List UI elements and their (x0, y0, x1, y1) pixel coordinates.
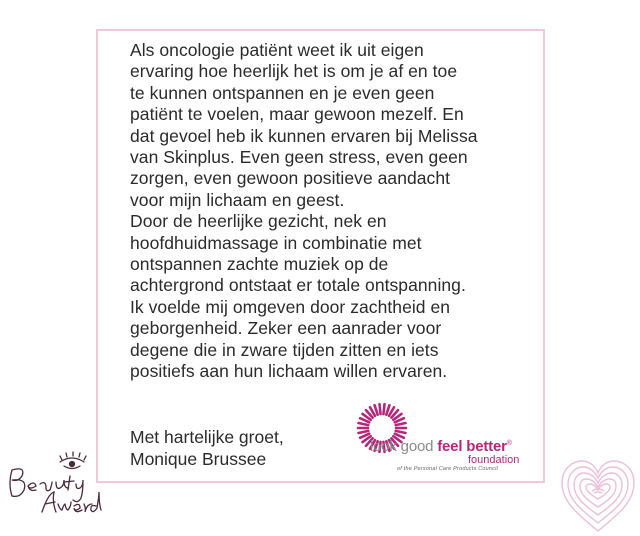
ring-bar (396, 423, 406, 425)
logo-subtitle: of the Personal Care Products Council (397, 466, 498, 472)
testimonial-text: Als oncologie patiënt weet ik uit eigen ervaring hoe heerlijk het is om je af en toe te kunnen ontspannen en je even geen patiënt te voelen, maar gewoon mezelf. En dat gevoel heb ik kunnen ervaren bij Melissa van Skinplus. Even geen stress, even geen zorgen, even gewoon positieve aandacht voor mijn lichaam en geest. Door de heerlijke gezicht, nek en hoofdhuidmassage in combinatie met ontspannen zachte muziek op de achtergrond ontstaat er totale ontspanning. Ik voelde mij omgeven door zachtheid en geborgenheid. Zeker een aanrader voor degene die in zware tijden zitten en iets positiefs aan hun lichaam willen ervaren. (130, 40, 478, 382)
ring-bar (379, 404, 380, 414)
logo-wordmark (370, 438, 512, 455)
signature: Monique Brussee (130, 449, 267, 469)
beauty-award-script-logo (0, 440, 110, 520)
look-good-feel-better-logo (352, 402, 537, 474)
ring-bar (383, 404, 384, 414)
logo-foundation: foundation (468, 454, 520, 466)
logo-look-good: look good (370, 438, 438, 455)
logo-feel-better: feel better (437, 438, 507, 455)
fingerprint-heart-icon (556, 455, 640, 536)
ring-bar (359, 423, 369, 425)
closing-block (130, 426, 284, 470)
ring-bar (359, 431, 369, 433)
ring-bar (386, 405, 389, 415)
ring-bar (396, 431, 406, 433)
logo-trademark: ® (506, 440, 512, 447)
ring-bar (375, 405, 378, 415)
greeting: Met hartelijke groet, (130, 427, 284, 447)
